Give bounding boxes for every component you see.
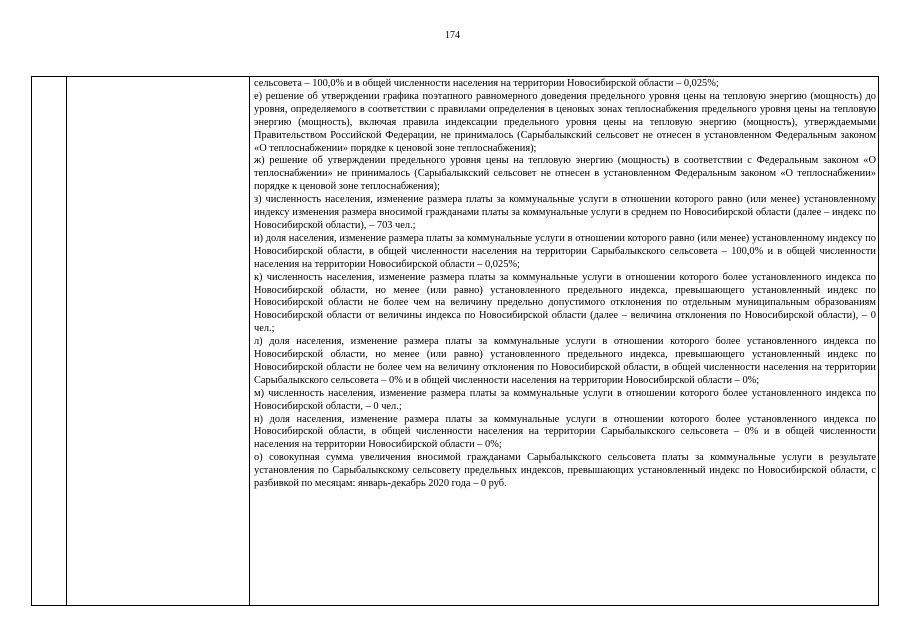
table-column-number [32,77,67,605]
paragraph-k: к) численность населения, изменение размера платы за коммунальные услуги в отношении которого более установленного индекса по Новосибирской области, но менее (или равно) установленного предельного индекса, превышающего установленный индекс по Новосибирской области не более чем на величину предельно допустимого отклонения по отдельным муниципальным образованиям Новосибирской области от величины индекса по Новосибирской области (далее – величина отклонения по Новосибирской области), – 0 чел.; [254,271,876,335]
paragraph-m: м) численность населения, изменение размера платы за коммунальные услуги в отношении которого более установленного индекса по Новосибирской области, – 0 чел.; [254,387,876,412]
paragraph-l: л) доля населения, изменение размера платы за коммунальные услуги в отношении которого более установленного индекса по Новосибирской области, но менее (или равно) установленного предельного индекса, превышающего установленный индекс по Новосибирской области не более чем на величину отклонения по Новосибирской области, в общей численности населения на территории Сарыбалыкского сельсовета – 0% и в общей численности населения на территории Новосибирской области – 0%; [254,336,876,386]
document-table [31,76,879,606]
paragraph-zh: ж) решение об утверждении предельного уровня цены на тепловую энергию (мощность) в соответствии с Федеральным законом «О теплоснабжении» не принималось (Сарыбалыкский сельсовет не отнесен в установленном Федеральным законом «О теплоснабжении» порядке к ценовой зоне теплоснабжения); [254,155,876,193]
paragraph-e: е) решение об утверждении графика поэтапного равномерного доведения предельного уровня цены на тепловую энергию (мощность) до уровня, определяемого в соответствии с правилами определения в ценовых зонах теплоснабжения предельного уровня цены на тепловую энергию (мощность), включая правила индексации предельного уровня цены на тепловую энергию (мощность), утверждаемыми Правительством Российской Федерации, не принималось (Сарыбалыкский сельсовет не отнесен в установленном Федеральным законом «О теплоснабжении» порядке к ценовой зоне теплоснабжения); [254,90,876,154]
table-column-content [254,77,876,605]
table-column-name [67,77,250,605]
paragraph-i: и) доля населения, изменение размера платы за коммунальные услуги в отношении которого равно (или менее) установленному индексу по Новосибирской области, в общей численности населения на территории Сарыбалыкского сельсовета – 100,0% и в общей численности населения на территории Новосибирской области – 0,025%; [254,232,876,270]
paragraph-o: о) совокупная сумма увеличения вносимой гражданами Сарыбалыкского сельсовета платы за коммунальные услуги в результате установления по Сарыбалыкскому сельсовету предельных индексов, превышающих установленный индекс по Новосибирской области, с разбивкой по месяцам: январь-декабрь 2020 года – 0 руб. [254,452,876,490]
paragraph-continuation: сельсовета – 100,0% и в общей численности населения на территории Новосибирской области – 0,025%; [254,78,719,89]
paragraph-z: з) численность населения, изменение размера платы за коммунальные услуги в отношении которого равно (или менее) установленному индексу изменения размера вносимой гражданами платы за коммунальные услуги в среднем по Новосибирской области (далее – индекс по Новосибирской области), – 703 чел.; [254,194,876,231]
paragraph-n: н) доля населения, изменение размера платы за коммунальные услуги в отношении которого более установленного индекса по Новосибирской области, в общей численности населения на территории Сарыбалыкского сельсовета – 0% и в общей численности населения на территории Новосибирской области – 0%; [254,413,876,451]
page-number: 174 [445,30,460,41]
